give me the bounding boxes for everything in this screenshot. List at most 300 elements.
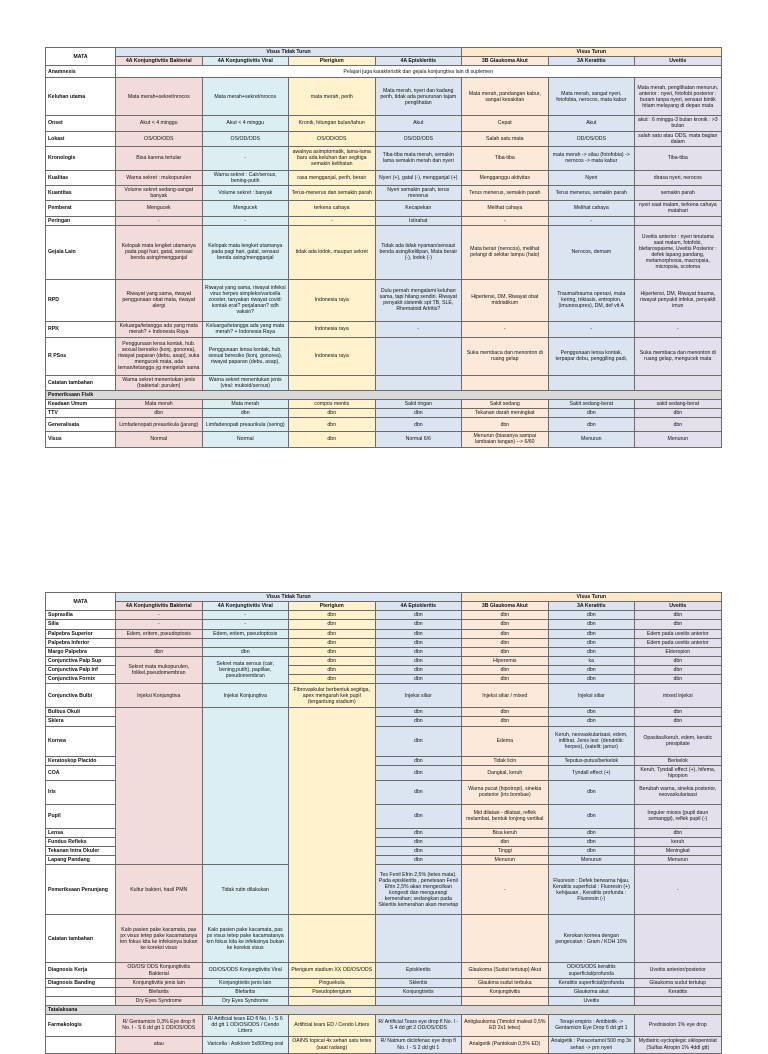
cell-diagnosis-banding-pterigium: Pinguekula xyxy=(289,978,376,987)
cell-lokasi-3a-keratitis: OD/OS/ODS xyxy=(548,131,635,146)
cell-diagnosis-banding-4a-episkleritis: Skleritis xyxy=(375,978,462,987)
cell-rpd-uveitis: Hipertensi, DM, Riwayat trauma, riwayat penyakit infeksi, penyakit imun xyxy=(635,279,722,321)
cell-peringan-4a-episkleritis: Istirahat xyxy=(375,216,462,225)
table-row xyxy=(46,978,722,987)
cell-keadaan-umum-4a-konjungtivitis-viral: Mata merah xyxy=(202,400,289,409)
cell-generalisata-3b-glaukoma-akut: dbn xyxy=(462,418,549,432)
cell-catatan-tambahan-3b-glaukoma-akut xyxy=(462,915,549,963)
cell-conjunctiva-bulbi-uveitis: mixed injeksi xyxy=(635,684,722,708)
column-header: 4A Konjungtivitis Viral xyxy=(202,602,289,611)
column-header: Pterigium xyxy=(289,57,376,66)
cell-diagnosis-kerja-4a-konjungtivitis-bakterial: OD/OS/ ODS Konjungtivitis Bakterial xyxy=(116,963,203,978)
cell-conjunctiva-fornix-pterigium: dbn xyxy=(289,675,376,684)
cell-row-3b-glaukoma-akut xyxy=(462,996,549,1005)
group-visus-turun: Visus Turun xyxy=(462,48,722,57)
cell-bulbus-okuli-3a-keratitis: dbn xyxy=(548,708,635,717)
cell-palpebra-superior-pterigium: dbn xyxy=(289,629,376,638)
cell-row-3a-keratitis: Analgetik : Paracetamol 500 mg 3x sehari -> prn nyeri xyxy=(548,1036,635,1053)
cell-tekanan-intra-okuler-4a-episkleritis: dbn xyxy=(375,847,462,856)
cell-keadaan-umum-pterigium: compos mentis xyxy=(289,400,376,409)
cell-pemeriksaan-penunjang-4a-episkleritis: Tes Fenil Efrin 2,5% (tetes mata). Pada episkleritis , penetesan Fenil Efrin 2,5% akan mengecilkan kongesti dan mengurangi kemerahan; sedangkan pada Skleritis kemerahan akan menetap xyxy=(375,865,462,915)
cell-visus-4a-konjungtivitis-bakterial: Normal xyxy=(116,432,203,447)
cell-conjunctiva-palp-sup-4a-konjungtivitis-viral: Sekret mata serous (cair, bening,putih), papillae, pseudomembran xyxy=(202,656,289,683)
table-row xyxy=(46,186,722,201)
table-row xyxy=(46,1036,722,1053)
cell-keadaan-umum-uveitis: sakit sedang-berat xyxy=(635,400,722,409)
cell-generalisata-uveitis: dbn xyxy=(635,418,722,432)
cell-kualitas-4a-konjungtivitis-bakterial: Warna sekret : mukopurulen xyxy=(116,170,203,185)
cell-row-4a-konjungtivitis-bakterial: Blefaritis xyxy=(116,987,203,996)
row-label: Catatan tambahan xyxy=(46,915,116,963)
cell-catatan-tambahan-4a-episkleritis xyxy=(375,375,462,390)
cell-conjunctiva-fornix-3b-glaukoma-akut: dbn xyxy=(462,675,549,684)
cell-rpk-3b-glaukoma-akut: - xyxy=(462,321,549,337)
cell-ttv-3b-glaukoma-akut: Tekanan darah meningkat xyxy=(462,409,549,418)
cell-row-3b-glaukoma-akut: Konjungtivitis xyxy=(462,987,549,996)
cell-palpebra-superior-4a-episkleritis: dbn xyxy=(375,629,462,638)
table-pemeriksaan-1 xyxy=(45,47,722,448)
cell-margo-palpebra-4a-konjungtivitis-viral: dbn xyxy=(202,647,289,656)
cell-fundus-refleks-3a-keratitis: dbn xyxy=(548,838,635,847)
column-header: 4A Konjungtivitis Bakterial xyxy=(116,602,203,611)
table-row xyxy=(46,963,722,978)
row-label: Generalisata xyxy=(46,418,116,432)
cell-lokasi-uveitis: salah satu atau ODS, mata bagian dalam xyxy=(635,131,722,146)
cell-conjunctiva-palp-inf-3b-glaukoma-akut: dbn xyxy=(462,666,549,675)
table-row xyxy=(46,915,722,963)
cell-diagnosis-kerja-pterigium: Pterigium stadium XX OD/OS/ODS xyxy=(289,963,376,978)
cell-kronologis-3b-glaukoma-akut: Tiba-tiba xyxy=(462,146,549,170)
cell-visus-3a-keratitis: Menurun xyxy=(548,432,635,447)
cell-bulbus-okuli-4a-konjungtivitis-bakterial xyxy=(116,708,203,865)
table-row xyxy=(46,865,722,915)
row-label: Visus xyxy=(46,432,116,447)
cell-silia-3b-glaukoma-akut: dbn xyxy=(462,620,549,629)
cell-lensa-3b-glaukoma-akut: Bisa keruh xyxy=(462,828,549,837)
row-label: Tatalaksana xyxy=(46,1006,722,1015)
cell-rpk-4a-konjungtivitis-viral: Keluarga/tetangga ada yang mata merah? + Indonesia Raya xyxy=(202,321,289,337)
cell-kuantitas-3a-keratitis: Terus menerus, semakin parah xyxy=(548,186,635,201)
table-row xyxy=(46,418,722,432)
cell-iris-4a-episkleritis: dbn xyxy=(375,780,462,804)
cell-sklera-3b-glaukoma-akut: dbn xyxy=(462,717,549,726)
cell-r-psos-pterigium: Indonesia raya xyxy=(289,337,376,375)
table-row xyxy=(46,375,722,390)
cell-lokasi-pterigium: OS/OD/ODS xyxy=(289,131,376,146)
cell-palpebra-superior-4a-konjungtivitis-viral: Edem, eritem, pseudoptosis xyxy=(202,629,289,638)
cell-silia-3a-keratitis: dbn xyxy=(548,620,635,629)
cell-lokasi-3b-glaukoma-akut: Salah satu mata xyxy=(462,131,549,146)
cell-onset-3b-glaukoma-akut: Cepat xyxy=(462,116,549,131)
cell-r-psos-uveitis: Suka membaca dan menonton di ruang gelap, mengucek mata xyxy=(635,337,722,375)
cell-catatan-tambahan-4a-konjungtivitis-viral: Kalo pasien pake kacamata, pas px visus tetep pake kacamatanya krn fokus kita ke infeksinya bukan ke koreksi visus xyxy=(202,915,289,963)
cell-diagnosis-banding-uveitis: Glaukoma sudut tertutup xyxy=(635,978,722,987)
cell-gejala-lain-4a-konjungtivitis-viral: Kelopak mata lengket utamanya pada pagi hari, gatal, sensasi benda asing/mengganjal xyxy=(202,225,289,279)
row-label: Conjunctiva Palp Inf xyxy=(46,666,116,675)
cell-conjunctiva-palp-sup-3b-glaukoma-akut: Hiperemis xyxy=(462,656,549,665)
cell-diagnosis-banding-4a-konjungtivitis-viral: Konjungtivitis jenis lain xyxy=(202,978,289,987)
cell-pemeriksaan-penunjang-4a-konjungtivitis-bakterial: Kultur bakteri, hasil PMN xyxy=(116,865,203,915)
cell-pemberat-uveitis: nyeri saat malam, terkena cahaya matahari xyxy=(635,201,722,216)
cell-margo-palpebra-uveitis: Ekteropion xyxy=(635,647,722,656)
cell-row-pterigium: OAINS topical 4x sehari satu tetes (saat radang) xyxy=(289,1036,376,1053)
cell-bulbus-okuli-4a-episkleritis: dbn xyxy=(375,708,462,717)
row-label: Lensa xyxy=(46,828,116,837)
column-header: 4A Episkleritis xyxy=(375,57,462,66)
cell-sklera-3a-keratitis: dbn xyxy=(548,717,635,726)
cell-gejala-lain-uveitis: Uveitis anterior : nyeri terutama saat malam, fotofobi, blefarospasme, Uveitis Posterior : defek lapang pandang, metamorphosia, macropsia, micropsia, scotoma xyxy=(635,225,722,279)
cell-conjunctiva-palp-sup-pterigium: dbn xyxy=(289,656,376,665)
table-row xyxy=(46,78,722,116)
cell-row-4a-konjungtivitis-bakterial: Dry Eyes Syndrome xyxy=(116,996,203,1005)
cell-iris-uveitis: Berubah warna, sinekia posterior, neovaskularisasi xyxy=(635,780,722,804)
column-header: 4A Konjungtivitis Viral xyxy=(202,57,289,66)
row-label: Suprasilia xyxy=(46,611,116,620)
cell-kronologis-4a-episkleritis: Tiba-tiba mata merah, semakin lama semakin merah dan nyeri xyxy=(375,146,462,170)
cell-kualitas-4a-episkleritis: Nyeri (+), gatal (-), mengganjal (+) xyxy=(375,170,462,185)
cell-farmakologis-pterigium: Artificial tears ED / Cendo Litters xyxy=(289,1015,376,1036)
cell-kornea-4a-episkleritis: dbn xyxy=(375,726,462,756)
cell-row-3a-keratitis: Uveitis xyxy=(548,996,635,1005)
cell-kuantitas-4a-konjungtivitis-bakterial: Volume sekret sedang-sangat banyak xyxy=(116,186,203,201)
table-row xyxy=(46,611,722,620)
cell-generalisata-4a-konjungtivitis-bakterial: Limfadenopati preaurikula (jarang) xyxy=(116,418,203,432)
cell-palpebra-inferior-4a-konjungtivitis-bakterial xyxy=(116,638,203,647)
cell-kualitas-3b-glaukoma-akut: Mengganggu aktivitas xyxy=(462,170,549,185)
cell-conjunctiva-palp-sup-uveitis: dbn xyxy=(635,656,722,665)
row-label: Onset xyxy=(46,116,116,131)
cell-pemberat-4a-episkleritis: Kecapekan xyxy=(375,201,462,216)
cell-ttv-4a-konjungtivitis-bakterial: dbn xyxy=(116,409,203,418)
cell-suprasilia-4a-konjungtivitis-bakterial: - xyxy=(116,611,203,620)
table-row xyxy=(46,647,722,656)
table-row xyxy=(46,216,722,225)
cell-keluhan-utama-3b-glaukoma-akut: Mata merah, pandangan kabur, sangat kesakitan xyxy=(462,78,549,116)
cell-margo-palpebra-4a-episkleritis: dbn xyxy=(375,647,462,656)
cell-ttv-4a-konjungtivitis-viral: dbn xyxy=(202,409,289,418)
cell-row-4a-konjungtivitis-viral: Varicella : Asiklovir 5x800mg oral xyxy=(202,1036,289,1053)
row-label: R PSos xyxy=(46,337,116,375)
cell-lokasi-4a-episkleritis: OS/OD/ODS xyxy=(375,131,462,146)
cell-gejala-lain-4a-konjungtivitis-bakterial: Kelopak mata lengket utamanya pada pagi hari, gatal, sensasi benda asing/mengganjal xyxy=(116,225,203,279)
row-label: Pemberat xyxy=(46,201,116,216)
row-label xyxy=(46,987,116,996)
cell-catatan-tambahan-3a-keratitis: Kerokan kornea dengan pengecatan : Gram / KOH 10% xyxy=(548,915,635,963)
cell-rpd-4a-konjungtivitis-viral: Riwayat yang sama, riwayat infeksi virus herpes simpleks/varicella zooster, tanyakan riwayat covid: kontak erat? perjalanan? sdh vaksin? xyxy=(202,279,289,321)
row-label: Pemeriksaan Penunjang xyxy=(46,865,116,915)
cell-row-4a-episkleritis: R/ Natrium diclofenac eye drop fl No. I - S 2 dd gtt 1 xyxy=(375,1036,462,1053)
cell-row-4a-episkleritis: Konjungtivitis xyxy=(375,987,462,996)
cell-farmakologis-4a-episkleritis: R/ Artificial Tears eye drop fl No. I - S 4 dd gtt 2 OD/OS/ODS xyxy=(375,1015,462,1036)
cell-conjunctiva-bulbi-4a-konjungtivitis-viral: Injeksi Konjungtiva xyxy=(202,684,289,708)
column-header: 3A Keratitis xyxy=(548,602,635,611)
cell-kualitas-uveitis: dirasa nyeri, nerocos xyxy=(635,170,722,185)
cell-keadaan-umum-4a-konjungtivitis-bakterial: Mata merah xyxy=(116,400,203,409)
cell-palpebra-inferior-uveitis: Edem pada uveitis anterior xyxy=(635,638,722,647)
cell-ttv-uveitis: dbn xyxy=(635,409,722,418)
cell-conjunctiva-fornix-3a-keratitis: dbn xyxy=(548,675,635,684)
row-label: Silia xyxy=(46,620,116,629)
cell-catatan-tambahan-uveitis xyxy=(635,915,722,963)
row-label: Kuantitas xyxy=(46,186,116,201)
cell-onset-3a-keratitis: Akut xyxy=(548,116,635,131)
cell-peringan-4a-konjungtivitis-bakterial: - xyxy=(116,216,203,225)
cell-gejala-lain-pterigium: tidak ada lodok, maupun sekret xyxy=(289,225,376,279)
cell-keluhan-utama-pterigium: mata merah, perih xyxy=(289,78,376,116)
row-label: RPK xyxy=(46,321,116,337)
table-row xyxy=(46,131,722,146)
row-label: Lapang Pandang xyxy=(46,856,116,865)
cell-kualitas-3a-keratitis: Nyeri xyxy=(548,170,635,185)
cell-palpebra-superior-3a-keratitis: dbn xyxy=(548,629,635,638)
cell-rpk-pterigium: Indonesia raya xyxy=(289,321,376,337)
cell-kuantitas-pterigium: Terus-menerus dan semakin parah xyxy=(289,186,376,201)
cell-diagnosis-kerja-3b-glaukoma-akut: Glaukoma (Sudut tertutup) Akut xyxy=(462,963,549,978)
cell-kuantitas-4a-episkleritis: Nyeri semakin parah, terus menerus xyxy=(375,186,462,201)
table-row xyxy=(46,656,722,665)
cell-margo-palpebra-3a-keratitis: dbn xyxy=(548,647,635,656)
group-visus-turun: Visus Turun xyxy=(462,593,722,602)
cell-diagnosis-banding-3b-glaukoma-akut: Glaukma sudut terbuka xyxy=(462,978,549,987)
column-header: 4A Episkleritis xyxy=(375,602,462,611)
cell-visus-uveitis: Menurun xyxy=(635,432,722,447)
cell-row-pterigium xyxy=(289,996,376,1005)
cell-catatan-tambahan-pterigium xyxy=(289,915,376,963)
table-row xyxy=(46,201,722,216)
row-label: Diagnosis Kerja xyxy=(46,963,116,978)
cell-visus-4a-konjungtivitis-viral: Normal xyxy=(202,432,289,447)
cell-keluhan-utama-4a-konjungtivitis-bakterial: Mata merah+sekret/nrocos xyxy=(116,78,203,116)
cell-lapang-pandang-4a-episkleritis: dbn xyxy=(375,856,462,865)
row-label: RPD xyxy=(46,279,116,321)
cell-rpd-4a-konjungtivitis-bakterial: Riwayat yang sama, riwayat penggunaan obat mata, riwayat alergi xyxy=(116,279,203,321)
row-label: Sklera xyxy=(46,717,116,726)
row-label: Fundus Refleks xyxy=(46,838,116,847)
table-row xyxy=(46,146,722,170)
cell-peringan-pterigium: - xyxy=(289,216,376,225)
cell-visus-3b-glaukoma-akut: Menurun (biasanya sampai lambaian tangan) --> 6/60 xyxy=(462,432,549,447)
cell-sklera-uveitis: dbn xyxy=(635,717,722,726)
cell-catatan-tambahan-uveitis xyxy=(635,375,722,390)
cell-conjunctiva-palp-inf-uveitis: dbn xyxy=(635,666,722,675)
cell-keluhan-utama-4a-konjungtivitis-viral: Mata merah+sekret/nrocos xyxy=(202,78,289,116)
cell-pemeriksaan-penunjang-3b-glaukoma-akut: - xyxy=(462,865,549,915)
cell-pupil-4a-episkleritis: dbn xyxy=(375,804,462,828)
cell-coa-4a-episkleritis: dbn xyxy=(375,765,462,780)
table-row xyxy=(46,987,722,996)
cell-onset-4a-konjungtivitis-viral: Akut < 4 minggu xyxy=(202,116,289,131)
cell-ttv-pterigium: dbn xyxy=(289,409,376,418)
cell-palpebra-inferior-3b-glaukoma-akut: dbn xyxy=(462,638,549,647)
cell-diagnosis-banding-3a-keratitis: Keratitis superficial/profunda xyxy=(548,978,635,987)
cell-farmakologis-uveitis: Prednisolon 1% eye drop xyxy=(635,1015,722,1036)
cell-conjunctiva-fornix-4a-episkleritis: dbn xyxy=(375,675,462,684)
cell-pemeriksaan-penunjang-3a-keratitis: Fluoresin : Defek berwarna hijau. Keratitis superficial : Fluoresin (+) kehijauan , Keratitis profunda : Fluoresin (-) xyxy=(548,865,635,915)
column-header: Uveitis xyxy=(635,602,722,611)
row-label: Pupil xyxy=(46,804,116,828)
cell-coa-3b-glaukoma-akut: Dangkal, keruh xyxy=(462,765,549,780)
cell-kuantitas-4a-konjungtivitis-viral: Volume sekret : banyak xyxy=(202,186,289,201)
group-visus-tidak-turun: Visus Tidak Turun xyxy=(116,48,462,57)
cell-keratoskop-placido-3b-glaukoma-akut: Tidak licin xyxy=(462,756,549,765)
cell-conjunctiva-palp-inf-pterigium: dbn xyxy=(289,666,376,675)
cell-kornea-3a-keratitis: Keruh, neovaskularisasi, edem, infiltrat. Jenis lesi: (dendritik: herpes), (satelit: jamur) xyxy=(548,726,635,756)
row-label: Anamnesis xyxy=(46,66,116,78)
cell-kornea-uveitis: Opasitas/keruh, edem, keratic presipitate xyxy=(635,726,722,756)
table-corner-label: MATA xyxy=(46,48,116,66)
cell-rpk-4a-konjungtivitis-bakterial: Keluarga/tetangga ada yang mata merah? + Indonesia Raya xyxy=(116,321,203,337)
column-header: Uveitis xyxy=(635,57,722,66)
cell-onset-uveitis: akut : 6 minggu-3 bulan kronik : >3 bulan xyxy=(635,116,722,131)
cell-kronologis-4a-konjungtivitis-bakterial: Bisa karena tertular xyxy=(116,146,203,170)
row-label: Palpebra Inferior xyxy=(46,638,116,647)
cell-lapang-pandang-uveitis: Menurun xyxy=(635,856,722,865)
table-row xyxy=(46,321,722,337)
cell-lapang-pandang-3a-keratitis: Menurun xyxy=(548,856,635,865)
cell-r-psos-3a-keratitis: Penggunaan lensa kontak, terpapar debu, penggiling padi, xyxy=(548,337,635,375)
cell-bulbus-okuli-4a-konjungtivitis-viral xyxy=(202,708,289,865)
cell-kronologis-uveitis: Tiba-tiba xyxy=(635,146,722,170)
table-row xyxy=(46,409,722,418)
table-row xyxy=(46,116,722,131)
cell-rpd-3a-keratitis: Trauma/trauma operasi, mata kering, trikiasis, entropion, (imunosupres), DM, def vit A xyxy=(548,279,635,321)
cell-ttv-3a-keratitis: dbn xyxy=(548,409,635,418)
cell-lokasi-4a-konjungtivitis-bakterial: OS/OD/ODS xyxy=(116,131,203,146)
table-row xyxy=(46,684,722,708)
cell-rpk-3a-keratitis: - xyxy=(548,321,635,337)
table-row xyxy=(46,225,722,279)
cell-pemberat-3b-glaukoma-akut: Melihat cahaya xyxy=(462,201,549,216)
cell-pemberat-3a-keratitis: Melihat cahaya xyxy=(548,201,635,216)
cell-conjunctiva-fornix-uveitis: dbn xyxy=(635,675,722,684)
cell-kuantitas-uveitis: semakin parah xyxy=(635,186,722,201)
cell-kronologis-4a-konjungtivitis-viral: - xyxy=(202,146,289,170)
cell-kuantitas-3b-glaukoma-akut: Terus menerus, semakin parah xyxy=(462,186,549,201)
cell-row-uveitis: Keratitis xyxy=(635,987,722,996)
cell-iris-3b-glaukoma-akut: Warna pucat (hipotropi), sinekia posterior (iris bombae) xyxy=(462,780,549,804)
cell-palpebra-inferior-4a-konjungtivitis-viral xyxy=(202,638,289,647)
row-label: Keluhan utama xyxy=(46,78,116,116)
row-label: Conjunctiva Palp Sup xyxy=(46,656,116,665)
cell-iris-3a-keratitis: dbn xyxy=(548,780,635,804)
row-label: Kornea xyxy=(46,726,116,756)
cell-r-psos-4a-konjungtivitis-viral: Penggunaan lensa kontak, hub. sexual beresiko (konj. gonorea), riwayat paparan (debu, asap), xyxy=(202,337,289,375)
cell-silia-4a-episkleritis: dbn xyxy=(375,620,462,629)
row-label: TTV xyxy=(46,409,116,418)
cell-keadaan-umum-3a-keratitis: Sakit sedang-berat xyxy=(548,400,635,409)
cell-farmakologis-3b-glaukoma-akut: Antiglaukoma (Timolol maleat 0,5% ED 2x1 tetes) xyxy=(462,1015,549,1036)
cell-pemberat-pterigium: terkena cahaya xyxy=(289,201,376,216)
cell-row-uveitis: Mydiatric-sycloplegic siklopentolat (Sulfas Atropin 1% 4ddl gtt) xyxy=(635,1036,722,1053)
table-row xyxy=(46,1015,722,1036)
cell-bulbus-okuli-pterigium xyxy=(289,708,376,915)
cell-margo-palpebra-pterigium: dbn xyxy=(289,647,376,656)
table-row xyxy=(46,400,722,409)
cell-fundus-refleks-uveitis: keruh xyxy=(635,838,722,847)
cell-lensa-3a-keratitis: dbn xyxy=(548,828,635,837)
cell-rpk-uveitis: - xyxy=(635,321,722,337)
table-row xyxy=(46,432,722,447)
cell-anamnesis-note: Pelajari juga karakteristik dan gejala konjungtiva lain di suplemen xyxy=(116,66,722,78)
cell-pupil-3b-glaukoma-akut: Mid dilatasi - dilatasi, reflek melambat, bentuk lonjong vertikal xyxy=(462,804,549,828)
row-label: Peringan xyxy=(46,216,116,225)
cell-diagnosis-kerja-4a-episkleritis: Episkleritis xyxy=(375,963,462,978)
table-corner-label: MATA xyxy=(46,593,116,611)
cell-diagnosis-kerja-3a-keratitis: OD/OS/ODS keratitis superficial/profunda xyxy=(548,963,635,978)
table-row xyxy=(46,337,722,375)
cell-sklera-4a-episkleritis: dbn xyxy=(375,717,462,726)
cell-suprasilia-3a-keratitis: dbn xyxy=(548,611,635,620)
row-label: Gejala Lain xyxy=(46,225,116,279)
table-row xyxy=(46,620,722,629)
cell-lensa-4a-episkleritis: dbn xyxy=(375,828,462,837)
cell-row-4a-konjungtivitis-bakterial: atau xyxy=(116,1036,203,1053)
row-label: Keadaan Umum xyxy=(46,400,116,409)
cell-conjunctiva-bulbi-pterigium: Fibrovaskular berbentuk segitiga, apex mengarah kek pupil (tergantung stadium) xyxy=(289,684,376,708)
row-label: Diagnosis Banding xyxy=(46,978,116,987)
row-label: Lokasi xyxy=(46,131,116,146)
cell-visus-4a-episkleritis: Normal 6/6 xyxy=(375,432,462,447)
cell-fundus-refleks-3b-glaukoma-akut: dbn xyxy=(462,838,549,847)
column-header: Pterigium xyxy=(289,602,376,611)
table-row xyxy=(46,996,722,1005)
cell-r-psos-3b-glaukoma-akut: Suka membaca dan menonton di ruang gelap xyxy=(462,337,549,375)
cell-tekanan-intra-okuler-uveitis: Meningkat xyxy=(635,847,722,856)
cell-palpebra-inferior-4a-episkleritis: dbn xyxy=(375,638,462,647)
cell-palpebra-superior-4a-konjungtivitis-bakterial: Edem, eritem, pseudoptosis xyxy=(116,629,203,638)
cell-conjunctiva-palp-sup-4a-konjungtivitis-bakterial: Sekret mata mukopurulen, folikel,pseudomembran xyxy=(116,656,203,683)
cell-catatan-tambahan-3b-glaukoma-akut xyxy=(462,375,549,390)
column-header: 3B Glaukoma Akut xyxy=(462,57,549,66)
cell-rpd-3b-glaukoma-akut: Hipertensi, DM, Riwayat obat midriatikum xyxy=(462,279,549,321)
cell-conjunctiva-palp-inf-3a-keratitis: dbn xyxy=(548,666,635,675)
cell-generalisata-4a-konjungtivitis-viral: Limfadenopati preaurikula (sering) xyxy=(202,418,289,432)
cell-keratoskop-placido-4a-episkleritis: dbn xyxy=(375,756,462,765)
cell-kornea-3b-glaukoma-akut: Edema xyxy=(462,726,549,756)
cell-margo-palpebra-3b-glaukoma-akut: dbn xyxy=(462,647,549,656)
row-label xyxy=(46,996,116,1005)
cell-tekanan-intra-okuler-3b-glaukoma-akut: Tinggi xyxy=(462,847,549,856)
cell-silia-4a-konjungtivitis-viral: - xyxy=(202,620,289,629)
cell-pemeriksaan-penunjang-uveitis: - xyxy=(635,865,722,915)
cell-gejala-lain-4a-episkleritis: Tidak ada tidak nyaman/sensasi benda asing/kelilipan, Mata berair (-), lodok (-) xyxy=(375,225,462,279)
cell-coa-3a-keratitis: Tyndall effect (+) xyxy=(548,765,635,780)
column-header: 3A Keratitis xyxy=(548,57,635,66)
cell-ttv-4a-episkleritis: dbn xyxy=(375,409,462,418)
cell-catatan-tambahan-3a-keratitis xyxy=(548,375,635,390)
cell-row-4a-konjungtivitis-viral: Blefaritis xyxy=(202,987,289,996)
cell-palpebra-inferior-pterigium: dbn xyxy=(289,638,376,647)
cell-visus-pterigium: dbn xyxy=(289,432,376,447)
cell-keluhan-utama-4a-episkleritis: Mata merah, nyeri dan kadang perih, tidak ada penurunan tajam penglihatan xyxy=(375,78,462,116)
cell-onset-pterigium: Kronik, hitungan bulan/tahun xyxy=(289,116,376,131)
cell-coa-uveitis: Keruh, Tyndall effect (+), hifema, hipopion xyxy=(635,765,722,780)
group-visus-tidak-turun: Visus Tidak Turun xyxy=(116,593,462,602)
row-label: Margo Palpebra xyxy=(46,647,116,656)
cell-keluhan-utama-uveitis: Mata merah, penglihatan menurun, anterior : nyeri, fotofobi posterior : buram tanpa nyeri, sensasi bintik hitam melayang di depan mata xyxy=(635,78,722,116)
cell-margo-palpebra-4a-konjungtivitis-bakterial: dbn xyxy=(116,647,203,656)
table-row xyxy=(46,279,722,321)
cell-generalisata-pterigium: dbn xyxy=(289,418,376,432)
cell-diagnosis-banding-4a-konjungtivitis-bakterial: Konjungtivitis jenis lain xyxy=(116,978,203,987)
cell-keratoskop-placido-3a-keratitis: Teputus-putus/berkelok xyxy=(548,756,635,765)
cell-kualitas-pterigium: rasa mengganjal, perih, berair xyxy=(289,170,376,185)
cell-conjunctiva-palp-sup-3a-keratitis: ka xyxy=(548,656,635,665)
row-label: Conjunctiva Bulbi xyxy=(46,684,116,708)
cell-pemeriksaan-penunjang-4a-konjungtivitis-viral: Tidak rutin dilakukan xyxy=(202,865,289,915)
cell-pupil-3a-keratitis: dbn xyxy=(548,804,635,828)
cell-pupil-uveitis: Ireguler miosis (pupil daun semanggi), reflek pupil (-) xyxy=(635,804,722,828)
